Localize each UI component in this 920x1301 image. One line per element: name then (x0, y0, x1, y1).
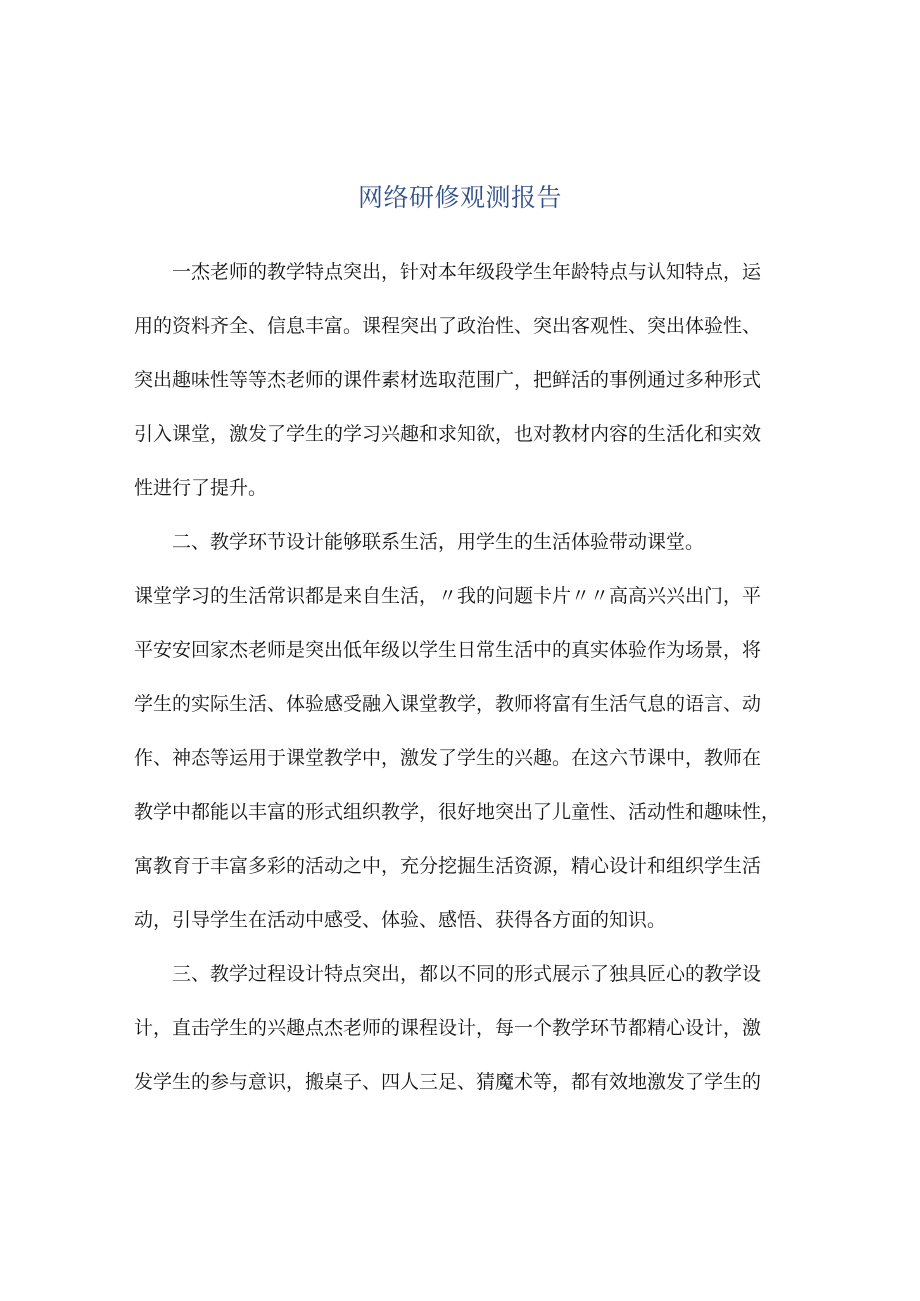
text-line: 三、教学过程设计特点突出，都以不同的形式展示了独具匠心的教学设 (134, 963, 762, 985)
text-line: 性进行了提升。 (134, 477, 268, 499)
text-line: 突出趣味性等等杰老师的课件素材选取范围广，把鲜活的事例通过多种形式 (134, 369, 762, 391)
text-line: 用的资料齐全、信息丰富。课程突出了政治性、突出客观性、突出体验性、 (134, 315, 762, 337)
text-line: 教学中都能以丰富的形式组织教学，很好地突出了儿童性、活动性和趣味性， (134, 801, 781, 823)
text-line: 平安安回家杰老师是突出低年级以学生日常生活中的真实体验作为场景，将 (134, 639, 762, 661)
text-line: 课堂学习的生活常识都是来自生活，〃我的问题卡片〃〃高高兴兴出门，平 (134, 585, 762, 607)
text-line: 计，直击学生的兴趣点杰老师的课程设计，每一个教学环节都精心设计，激 (134, 1017, 762, 1039)
text-line: 寓教育于丰富多彩的活动之中，充分挖掘生活资源，精心设计和组织学生活 (134, 855, 762, 877)
text-line: 二、教学环节设计能够联系生活，用学生的生活体验带动课堂。 (134, 531, 705, 553)
text-line: 作、神态等运用于课堂教学中，激发了学生的兴趣。在这六节课中，教师在 (134, 747, 762, 769)
text-line: 发学生的参与意识，搬桌子、四人三足、猜魔术等，都有效地激发了学生的 (134, 1071, 762, 1093)
text-line: 学生的实际生活、体验感受融入课堂教学，教师将富有生活气息的语言、动 (134, 693, 762, 715)
document-body (134, 252, 814, 1116)
text-line: 引入课堂，激发了学生的学习兴趣和求知欲，也对教材内容的生活化和实效 (134, 423, 762, 445)
text-line: 一杰老师的教学特点突出，针对本年级段学生年龄特点与认知特点，运 (134, 261, 762, 283)
text-line: 动，引导学生在活动中感受、体验、感悟、获得各方面的知识。 (134, 909, 667, 931)
document-title: 网络研修观测报告 (357, 183, 562, 212)
